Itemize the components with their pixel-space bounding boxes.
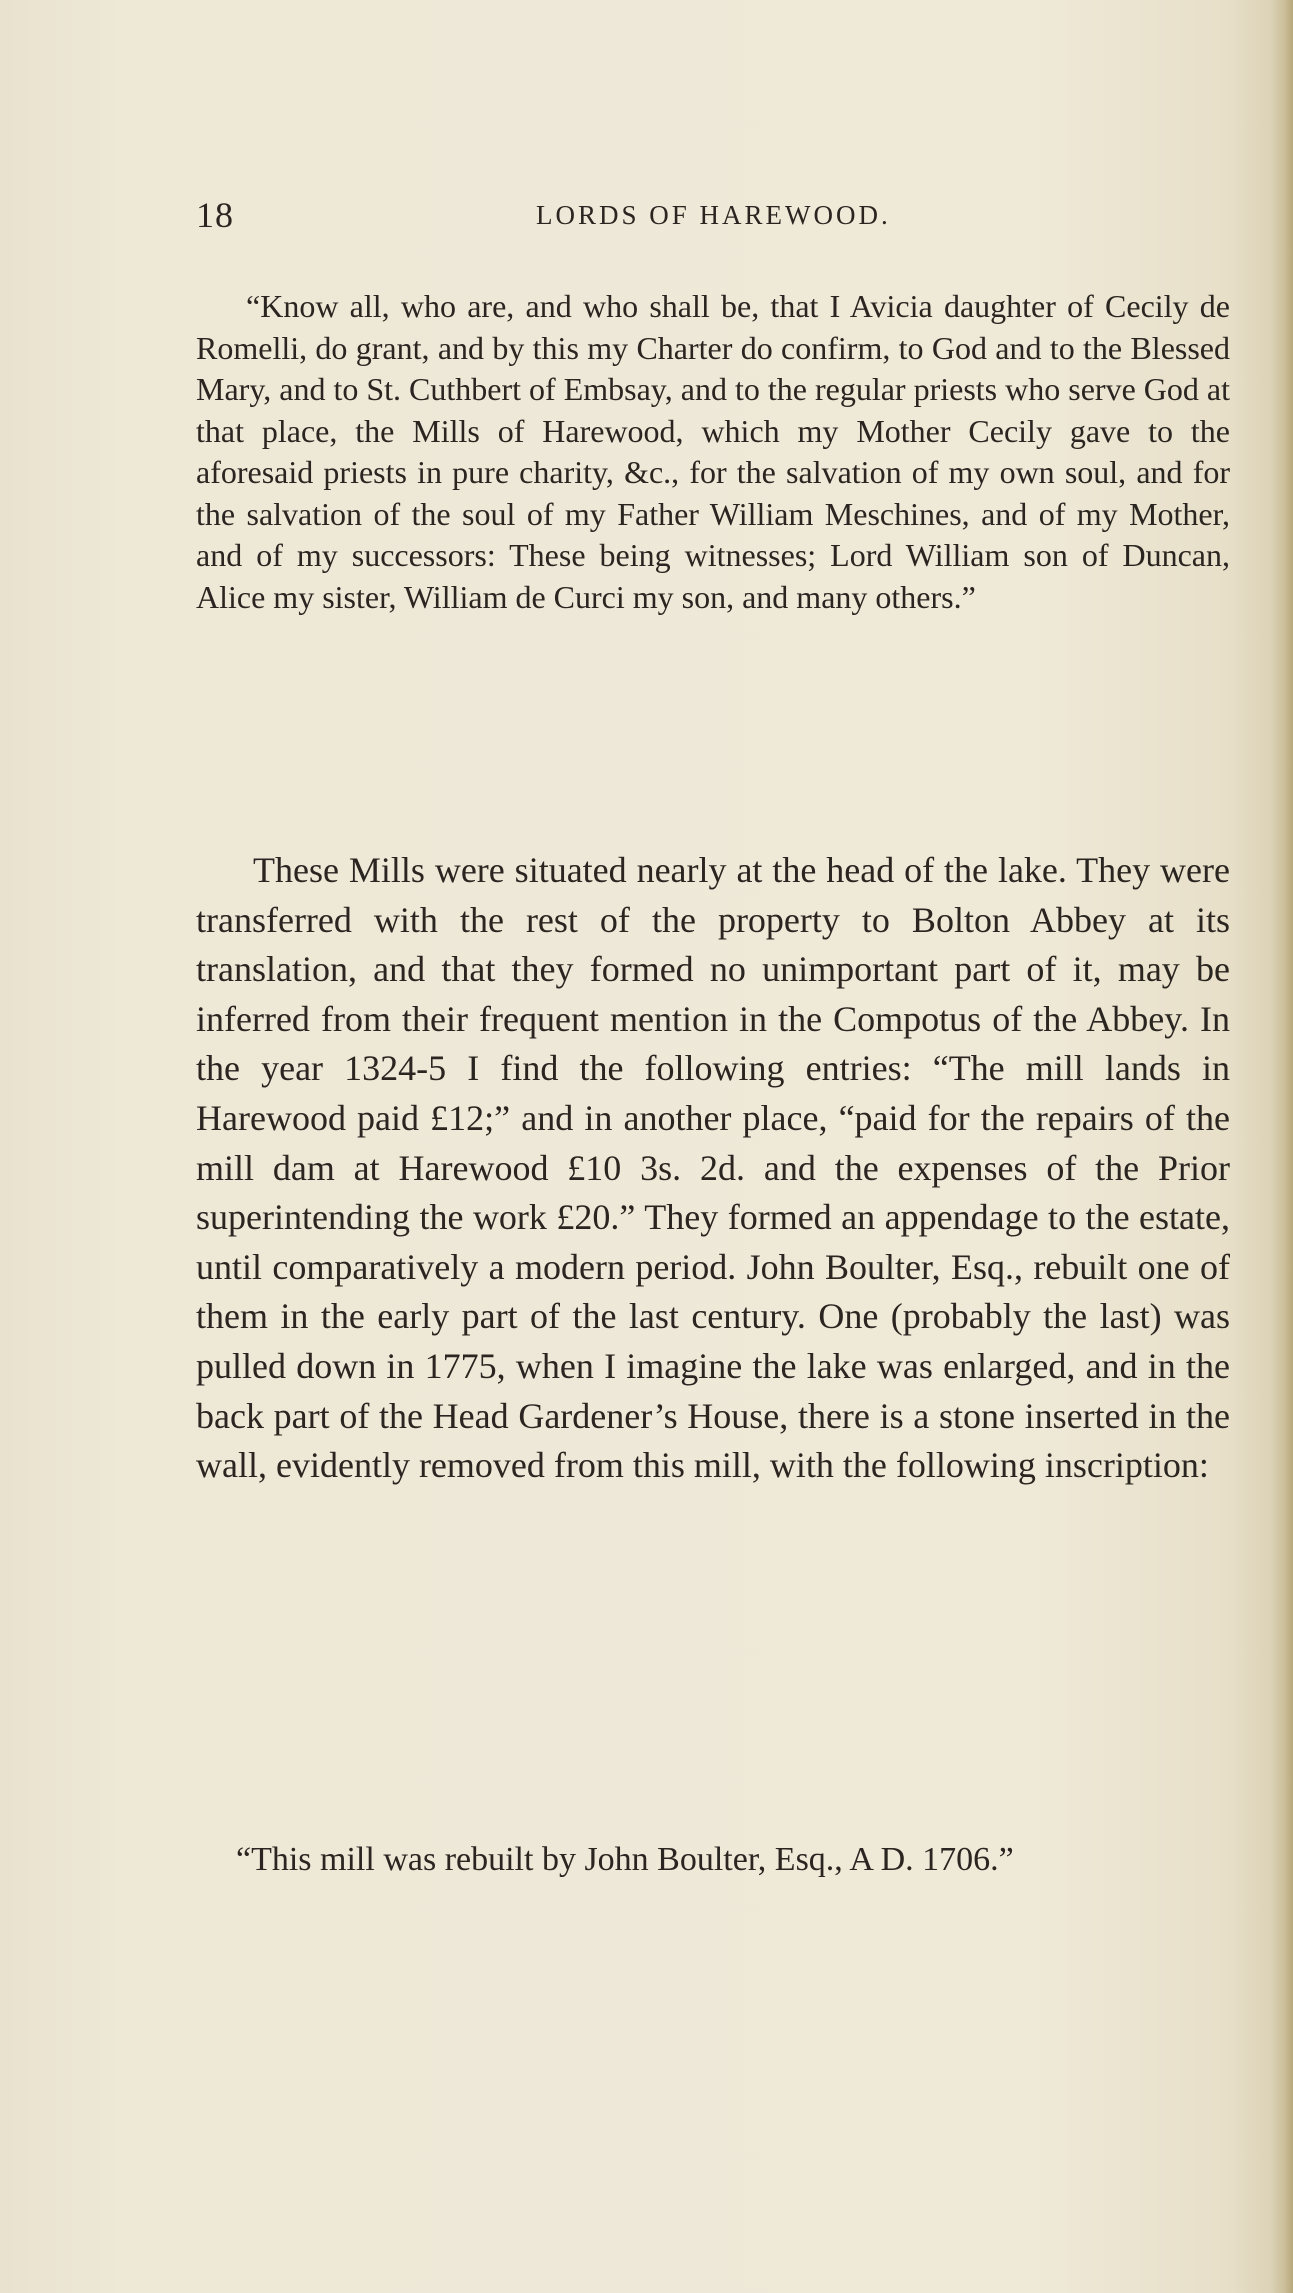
inscription-quote: “This mill was rebuilt by John Boulter, Esq., A D. 1706.” [236,1841,1014,1878]
page-number: 18 [196,195,234,235]
page-edge-shadow [1271,0,1293,2293]
charter-quote: “Know all, who are, and who shall be, that I Avicia daughter of Cecily de Romelli, do grant, and by this my Charter do confirm, to God and to the Blessed Mary, and to St. Cuthbert of Embsay, and to the regular priests who serve God at that place, the Mills of Harewood, which my Mother Cecily gave to the aforesaid priests in pure charity, &c., for the salvation of my own soul, and for the salvation of the soul of my Father William Meschines, and of my Mother, and of my successors: These being witnesses; Lord William son of Duncan, Alice my sister, William de Curci my son, and many others.” [196,288,1230,615]
body-paragraph: These Mills were situated nearly at the head of the lake. They were transferred with the rest of the property to Bolton Abbey at its translation, and that they formed no unimportant part of it, may be inferred from their frequent mention in the Compotus of the Abbey. In the year 1324-5 I find the following entries: “The mill lands in Harewood paid £12;” and in another place, “paid for the repairs of the mill dam at Harewood £10 3s. 2d. and the expenses of the Prior superintending the work £20.” They formed an appendage to the estate, until comparatively a modern period. John Boulter, Esq., rebuilt one of them in the early part of the last century. One (probably the last) was pulled down in 1775, when I imagine the lake was enlarged, and in the back part of the Head Gardener’s House, there is a stone inserted in the wall, evidently removed from this mill, with the following inscription: [196,850,1230,1486]
running-title: LORDS OF HAREWOOD. [536,200,891,230]
running-head [196,194,1236,244]
